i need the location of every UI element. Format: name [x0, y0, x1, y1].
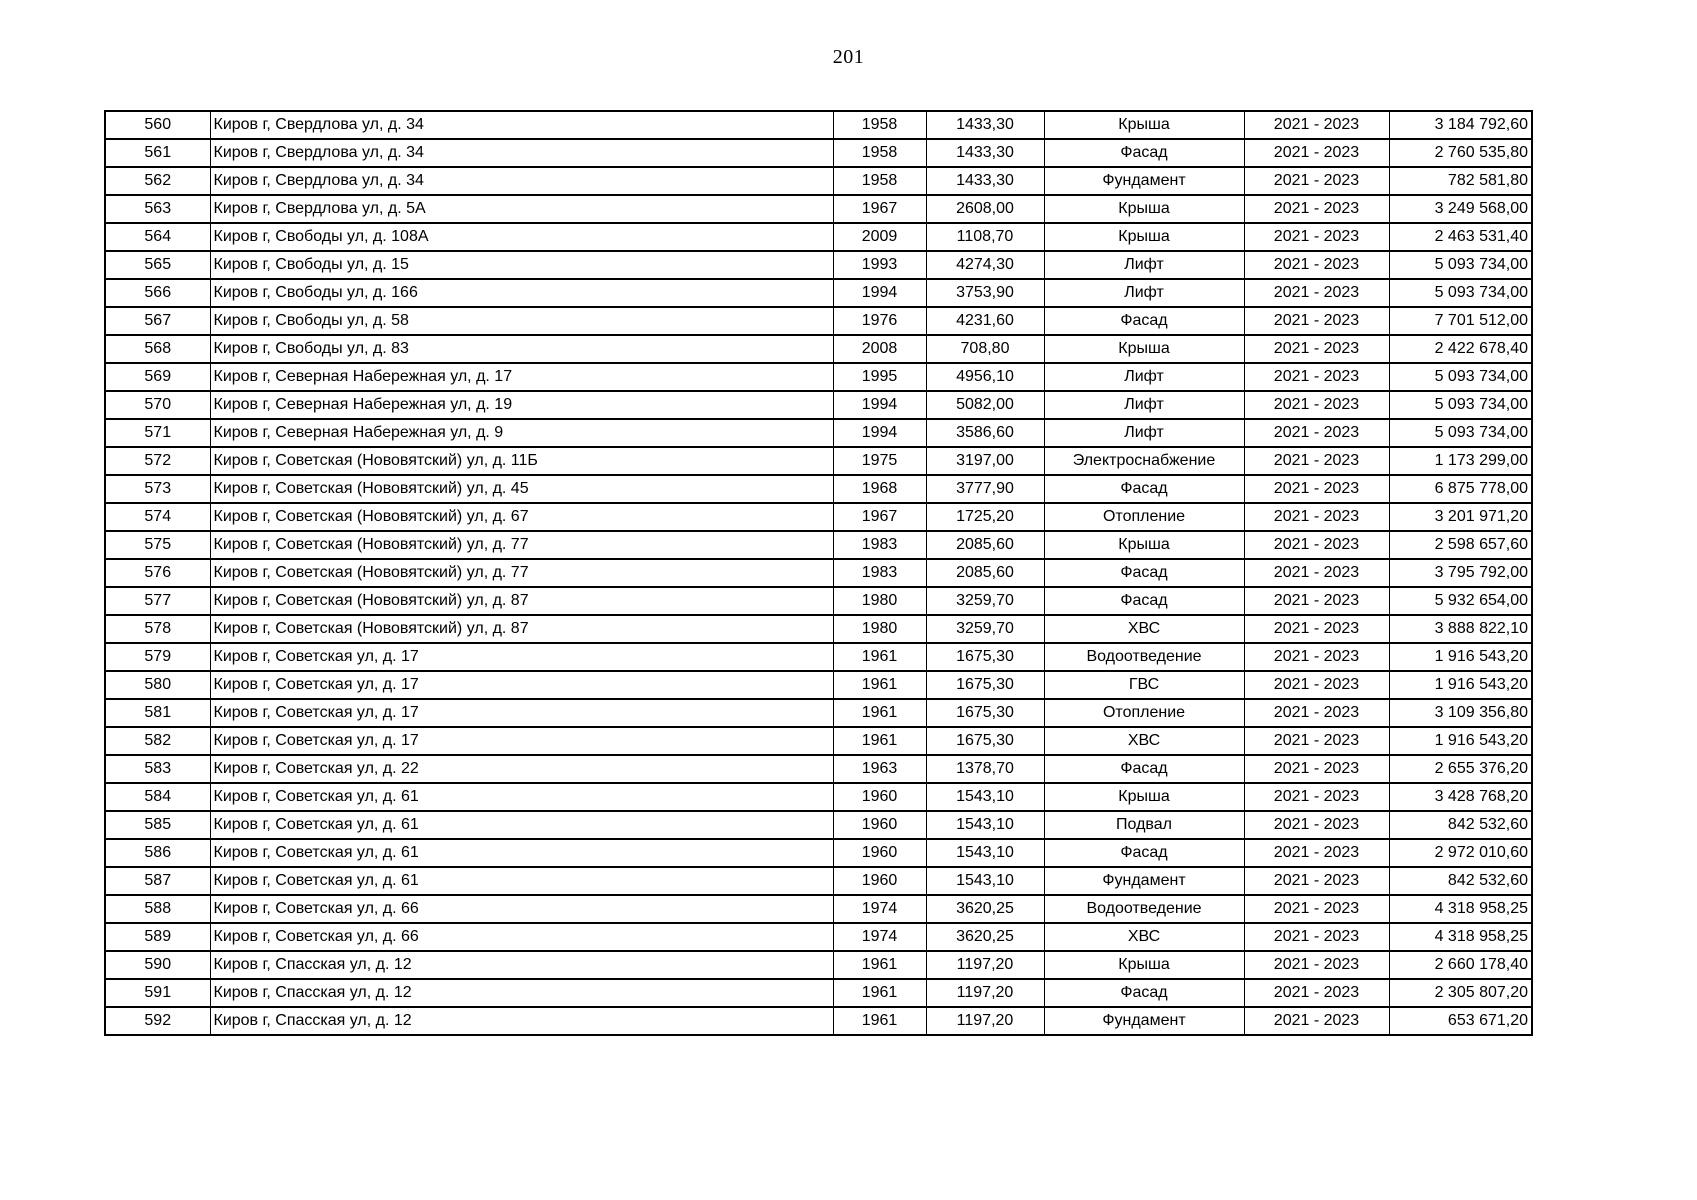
period-cell: 2021 - 2023: [1244, 503, 1389, 531]
build-year-cell: 1995: [833, 363, 926, 391]
row-number-cell: 578: [105, 615, 210, 643]
table-row: [105, 811, 1532, 839]
row-number-cell: 581: [105, 699, 210, 727]
table-row: [105, 363, 1532, 391]
table-row: [105, 1007, 1532, 1035]
build-year-cell: 1958: [833, 111, 926, 139]
build-year-cell: 1974: [833, 895, 926, 923]
build-year-cell: 1961: [833, 671, 926, 699]
row-number-cell: 582: [105, 727, 210, 755]
cost-cell: 3 888 822,10: [1389, 615, 1532, 643]
build-year-cell: 1960: [833, 839, 926, 867]
cost-cell: 5 093 734,00: [1389, 391, 1532, 419]
table-row: [105, 643, 1532, 671]
address-cell: Киров г, Советская ул, д. 61: [210, 839, 833, 867]
cost-cell: 2 305 807,20: [1389, 979, 1532, 1007]
table-row: [105, 335, 1532, 363]
period-cell: 2021 - 2023: [1244, 251, 1389, 279]
registry-table: [104, 110, 1533, 1036]
address-cell: Киров г, Спасская ул, д. 12: [210, 979, 833, 1007]
address-cell: Киров г, Советская ул, д. 61: [210, 867, 833, 895]
period-cell: 2021 - 2023: [1244, 811, 1389, 839]
address-cell: Киров г, Советская ул, д. 17: [210, 727, 833, 755]
work-type-cell: Крыша: [1044, 335, 1244, 363]
area-cell: 1675,30: [926, 699, 1044, 727]
cost-cell: 1 916 543,20: [1389, 727, 1532, 755]
period-cell: 2021 - 2023: [1244, 307, 1389, 335]
row-number-cell: 569: [105, 363, 210, 391]
row-number-cell: 567: [105, 307, 210, 335]
cost-cell: 1 173 299,00: [1389, 447, 1532, 475]
period-cell: 2021 - 2023: [1244, 447, 1389, 475]
row-number-cell: 583: [105, 755, 210, 783]
table-row: [105, 195, 1532, 223]
address-cell: Киров г, Советская ул, д. 66: [210, 895, 833, 923]
table-row: [105, 531, 1532, 559]
cost-cell: 2 760 535,80: [1389, 139, 1532, 167]
build-year-cell: 1958: [833, 139, 926, 167]
build-year-cell: 1980: [833, 615, 926, 643]
row-number-cell: 577: [105, 587, 210, 615]
cost-cell: 3 201 971,20: [1389, 503, 1532, 531]
work-type-cell: Фасад: [1044, 307, 1244, 335]
period-cell: 2021 - 2023: [1244, 363, 1389, 391]
area-cell: 3197,00: [926, 447, 1044, 475]
area-cell: 708,80: [926, 335, 1044, 363]
period-cell: 2021 - 2023: [1244, 839, 1389, 867]
build-year-cell: 2008: [833, 335, 926, 363]
period-cell: 2021 - 2023: [1244, 979, 1389, 1007]
address-cell: Киров г, Советская (Нововятский) ул, д. 87: [210, 587, 833, 615]
table-row: [105, 587, 1532, 615]
cost-cell: 2 655 376,20: [1389, 755, 1532, 783]
cost-cell: 782 581,80: [1389, 167, 1532, 195]
period-cell: 2021 - 2023: [1244, 419, 1389, 447]
work-type-cell: Водоотведение: [1044, 643, 1244, 671]
area-cell: 2608,00: [926, 195, 1044, 223]
work-type-cell: Фундамент: [1044, 1007, 1244, 1035]
cost-cell: 1 916 543,20: [1389, 643, 1532, 671]
row-number-cell: 575: [105, 531, 210, 559]
address-cell: Киров г, Свердлова ул, д. 34: [210, 111, 833, 139]
table-row: [105, 783, 1532, 811]
table-row: [105, 475, 1532, 503]
table-row: [105, 979, 1532, 1007]
area-cell: 1433,30: [926, 139, 1044, 167]
area-cell: 1378,70: [926, 755, 1044, 783]
build-year-cell: 1983: [833, 531, 926, 559]
build-year-cell: 1960: [833, 867, 926, 895]
address-cell: Киров г, Советская ул, д. 22: [210, 755, 833, 783]
work-type-cell: Фасад: [1044, 839, 1244, 867]
cost-cell: 3 795 792,00: [1389, 559, 1532, 587]
table-row: [105, 223, 1532, 251]
row-number-cell: 573: [105, 475, 210, 503]
area-cell: 3259,70: [926, 615, 1044, 643]
area-cell: 1197,20: [926, 951, 1044, 979]
row-number-cell: 560: [105, 111, 210, 139]
period-cell: 2021 - 2023: [1244, 923, 1389, 951]
period-cell: 2021 - 2023: [1244, 195, 1389, 223]
period-cell: 2021 - 2023: [1244, 391, 1389, 419]
cost-cell: 5 093 734,00: [1389, 419, 1532, 447]
period-cell: 2021 - 2023: [1244, 139, 1389, 167]
row-number-cell: 588: [105, 895, 210, 923]
work-type-cell: Фасад: [1044, 755, 1244, 783]
address-cell: Киров г, Спасская ул, д. 12: [210, 1007, 833, 1035]
cost-cell: 6 875 778,00: [1389, 475, 1532, 503]
build-year-cell: 1961: [833, 727, 926, 755]
build-year-cell: 1960: [833, 783, 926, 811]
area-cell: 1433,30: [926, 167, 1044, 195]
row-number-cell: 580: [105, 671, 210, 699]
build-year-cell: 2009: [833, 223, 926, 251]
row-number-cell: 566: [105, 279, 210, 307]
address-cell: Киров г, Северная Набережная ул, д. 9: [210, 419, 833, 447]
build-year-cell: 1961: [833, 951, 926, 979]
cost-cell: 2 660 178,40: [1389, 951, 1532, 979]
row-number-cell: 570: [105, 391, 210, 419]
period-cell: 2021 - 2023: [1244, 279, 1389, 307]
table-row: [105, 755, 1532, 783]
area-cell: 4231,60: [926, 307, 1044, 335]
build-year-cell: 1967: [833, 503, 926, 531]
work-type-cell: Лифт: [1044, 363, 1244, 391]
area-cell: 1197,20: [926, 1007, 1044, 1035]
area-cell: 3620,25: [926, 923, 1044, 951]
address-cell: Киров г, Свободы ул, д. 108А: [210, 223, 833, 251]
row-number-cell: 584: [105, 783, 210, 811]
area-cell: 1543,10: [926, 839, 1044, 867]
row-number-cell: 585: [105, 811, 210, 839]
area-cell: 1543,10: [926, 783, 1044, 811]
build-year-cell: 1994: [833, 279, 926, 307]
cost-cell: 653 671,20: [1389, 1007, 1532, 1035]
area-cell: 1108,70: [926, 223, 1044, 251]
area-cell: 1675,30: [926, 643, 1044, 671]
build-year-cell: 1993: [833, 251, 926, 279]
build-year-cell: 1994: [833, 419, 926, 447]
cost-cell: 1 916 543,20: [1389, 671, 1532, 699]
cost-cell: 3 109 356,80: [1389, 699, 1532, 727]
period-cell: 2021 - 2023: [1244, 615, 1389, 643]
build-year-cell: 1958: [833, 167, 926, 195]
address-cell: Киров г, Спасская ул, д. 12: [210, 951, 833, 979]
address-cell: Киров г, Советская (Нововятский) ул, д. 45: [210, 475, 833, 503]
table-row: [105, 279, 1532, 307]
build-year-cell: 1976: [833, 307, 926, 335]
address-cell: Киров г, Советская ул, д. 17: [210, 643, 833, 671]
address-cell: Киров г, Свободы ул, д. 166: [210, 279, 833, 307]
period-cell: 2021 - 2023: [1244, 783, 1389, 811]
row-number-cell: 590: [105, 951, 210, 979]
cost-cell: 842 532,60: [1389, 867, 1532, 895]
row-number-cell: 563: [105, 195, 210, 223]
work-type-cell: Фасад: [1044, 979, 1244, 1007]
table-row: [105, 699, 1532, 727]
area-cell: 5082,00: [926, 391, 1044, 419]
row-number-cell: 579: [105, 643, 210, 671]
period-cell: 2021 - 2023: [1244, 727, 1389, 755]
area-cell: 2085,60: [926, 531, 1044, 559]
address-cell: Киров г, Северная Набережная ул, д. 19: [210, 391, 833, 419]
build-year-cell: 1968: [833, 475, 926, 503]
area-cell: 4956,10: [926, 363, 1044, 391]
build-year-cell: 1961: [833, 643, 926, 671]
work-type-cell: Лифт: [1044, 419, 1244, 447]
build-year-cell: 1963: [833, 755, 926, 783]
table-row: [105, 447, 1532, 475]
area-cell: 1433,30: [926, 111, 1044, 139]
work-type-cell: ХВС: [1044, 727, 1244, 755]
period-cell: 2021 - 2023: [1244, 167, 1389, 195]
period-cell: 2021 - 2023: [1244, 475, 1389, 503]
cost-cell: 3 249 568,00: [1389, 195, 1532, 223]
work-type-cell: Крыша: [1044, 951, 1244, 979]
build-year-cell: 1961: [833, 699, 926, 727]
table-row: [105, 503, 1532, 531]
work-type-cell: ХВС: [1044, 615, 1244, 643]
row-number-cell: 572: [105, 447, 210, 475]
address-cell: Киров г, Советская ул, д. 17: [210, 671, 833, 699]
period-cell: 2021 - 2023: [1244, 335, 1389, 363]
cost-cell: 3 428 768,20: [1389, 783, 1532, 811]
work-type-cell: Подвал: [1044, 811, 1244, 839]
cost-cell: 5 932 654,00: [1389, 587, 1532, 615]
period-cell: 2021 - 2023: [1244, 1007, 1389, 1035]
work-type-cell: Фасад: [1044, 559, 1244, 587]
work-type-cell: ГВС: [1044, 671, 1244, 699]
table-row: [105, 391, 1532, 419]
build-year-cell: 1983: [833, 559, 926, 587]
address-cell: Киров г, Советская ул, д. 66: [210, 923, 833, 951]
work-type-cell: Фасад: [1044, 475, 1244, 503]
build-year-cell: 1961: [833, 979, 926, 1007]
build-year-cell: 1974: [833, 923, 926, 951]
row-number-cell: 587: [105, 867, 210, 895]
address-cell: Киров г, Советская (Нововятский) ул, д. 77: [210, 531, 833, 559]
area-cell: 3777,90: [926, 475, 1044, 503]
period-cell: 2021 - 2023: [1244, 111, 1389, 139]
row-number-cell: 561: [105, 139, 210, 167]
table-row: [105, 167, 1532, 195]
table-row: [105, 615, 1532, 643]
build-year-cell: 1961: [833, 1007, 926, 1035]
work-type-cell: Лифт: [1044, 279, 1244, 307]
address-cell: Киров г, Свободы ул, д. 58: [210, 307, 833, 335]
cost-cell: 5 093 734,00: [1389, 251, 1532, 279]
work-type-cell: Фундамент: [1044, 867, 1244, 895]
table-row: [105, 839, 1532, 867]
work-type-cell: Лифт: [1044, 391, 1244, 419]
address-cell: Киров г, Свободы ул, д. 83: [210, 335, 833, 363]
table-row: [105, 111, 1532, 139]
row-number-cell: 592: [105, 1007, 210, 1035]
area-cell: 4274,30: [926, 251, 1044, 279]
row-number-cell: 586: [105, 839, 210, 867]
work-type-cell: Крыша: [1044, 111, 1244, 139]
cost-cell: 2 972 010,60: [1389, 839, 1532, 867]
row-number-cell: 576: [105, 559, 210, 587]
period-cell: 2021 - 2023: [1244, 867, 1389, 895]
period-cell: 2021 - 2023: [1244, 895, 1389, 923]
address-cell: Киров г, Советская (Нововятский) ул, д. 67: [210, 503, 833, 531]
cost-cell: 842 532,60: [1389, 811, 1532, 839]
table-row: [105, 419, 1532, 447]
area-cell: 1725,20: [926, 503, 1044, 531]
address-cell: Киров г, Советская (Нововятский) ул, д. 11Б: [210, 447, 833, 475]
area-cell: 2085,60: [926, 559, 1044, 587]
work-type-cell: Фасад: [1044, 587, 1244, 615]
work-type-cell: Фасад: [1044, 139, 1244, 167]
period-cell: 2021 - 2023: [1244, 643, 1389, 671]
table-row: [105, 307, 1532, 335]
address-cell: Киров г, Советская (Нововятский) ул, д. 87: [210, 615, 833, 643]
cost-cell: 4 318 958,25: [1389, 923, 1532, 951]
area-cell: 3620,25: [926, 895, 1044, 923]
work-type-cell: Лифт: [1044, 251, 1244, 279]
table-row: [105, 559, 1532, 587]
work-type-cell: Водоотведение: [1044, 895, 1244, 923]
row-number-cell: 571: [105, 419, 210, 447]
page-number: 201: [832, 46, 865, 68]
work-type-cell: ХВС: [1044, 923, 1244, 951]
build-year-cell: 1967: [833, 195, 926, 223]
build-year-cell: 1980: [833, 587, 926, 615]
area-cell: 3259,70: [926, 587, 1044, 615]
period-cell: 2021 - 2023: [1244, 559, 1389, 587]
period-cell: 2021 - 2023: [1244, 531, 1389, 559]
cost-cell: 2 463 531,40: [1389, 223, 1532, 251]
work-type-cell: Крыша: [1044, 783, 1244, 811]
cost-cell: 7 701 512,00: [1389, 307, 1532, 335]
row-number-cell: 589: [105, 923, 210, 951]
table-row: [105, 923, 1532, 951]
work-type-cell: Крыша: [1044, 223, 1244, 251]
address-cell: Киров г, Советская ул, д. 61: [210, 811, 833, 839]
address-cell: Киров г, Северная Набережная ул, д. 17: [210, 363, 833, 391]
cost-cell: 2 598 657,60: [1389, 531, 1532, 559]
row-number-cell: 565: [105, 251, 210, 279]
build-year-cell: 1994: [833, 391, 926, 419]
cost-cell: 5 093 734,00: [1389, 363, 1532, 391]
address-cell: Киров г, Советская (Нововятский) ул, д. 77: [210, 559, 833, 587]
row-number-cell: 591: [105, 979, 210, 1007]
area-cell: 1675,30: [926, 727, 1044, 755]
area-cell: 3753,90: [926, 279, 1044, 307]
period-cell: 2021 - 2023: [1244, 951, 1389, 979]
cost-cell: 3 184 792,60: [1389, 111, 1532, 139]
period-cell: 2021 - 2023: [1244, 223, 1389, 251]
row-number-cell: 568: [105, 335, 210, 363]
address-cell: Киров г, Советская ул, д. 17: [210, 699, 833, 727]
address-cell: Киров г, Свердлова ул, д. 5А: [210, 195, 833, 223]
area-cell: 1197,20: [926, 979, 1044, 1007]
row-number-cell: 564: [105, 223, 210, 251]
address-cell: Киров г, Советская ул, д. 61: [210, 783, 833, 811]
cost-cell: 2 422 678,40: [1389, 335, 1532, 363]
registry-table-body: [105, 111, 1532, 1035]
address-cell: Киров г, Свердлова ул, д. 34: [210, 167, 833, 195]
row-number-cell: 574: [105, 503, 210, 531]
area-cell: 1543,10: [926, 811, 1044, 839]
work-type-cell: Отопление: [1044, 699, 1244, 727]
work-type-cell: Крыша: [1044, 195, 1244, 223]
cost-cell: 5 093 734,00: [1389, 279, 1532, 307]
table-row: [105, 671, 1532, 699]
work-type-cell: Крыша: [1044, 531, 1244, 559]
table-row: [105, 951, 1532, 979]
work-type-cell: Электроснабжение: [1044, 447, 1244, 475]
build-year-cell: 1960: [833, 811, 926, 839]
table-row: [105, 867, 1532, 895]
area-cell: 3586,60: [926, 419, 1044, 447]
table-row: [105, 895, 1532, 923]
cost-cell: 4 318 958,25: [1389, 895, 1532, 923]
address-cell: Киров г, Свободы ул, д. 15: [210, 251, 833, 279]
period-cell: 2021 - 2023: [1244, 587, 1389, 615]
table-row: [105, 139, 1532, 167]
build-year-cell: 1975: [833, 447, 926, 475]
period-cell: 2021 - 2023: [1244, 671, 1389, 699]
period-cell: 2021 - 2023: [1244, 755, 1389, 783]
period-cell: 2021 - 2023: [1244, 699, 1389, 727]
area-cell: 1675,30: [926, 671, 1044, 699]
address-cell: Киров г, Свердлова ул, д. 34: [210, 139, 833, 167]
area-cell: 1543,10: [926, 867, 1044, 895]
table-row: [105, 251, 1532, 279]
work-type-cell: Фундамент: [1044, 167, 1244, 195]
work-type-cell: Отопление: [1044, 503, 1244, 531]
row-number-cell: 562: [105, 167, 210, 195]
table-row: [105, 727, 1532, 755]
